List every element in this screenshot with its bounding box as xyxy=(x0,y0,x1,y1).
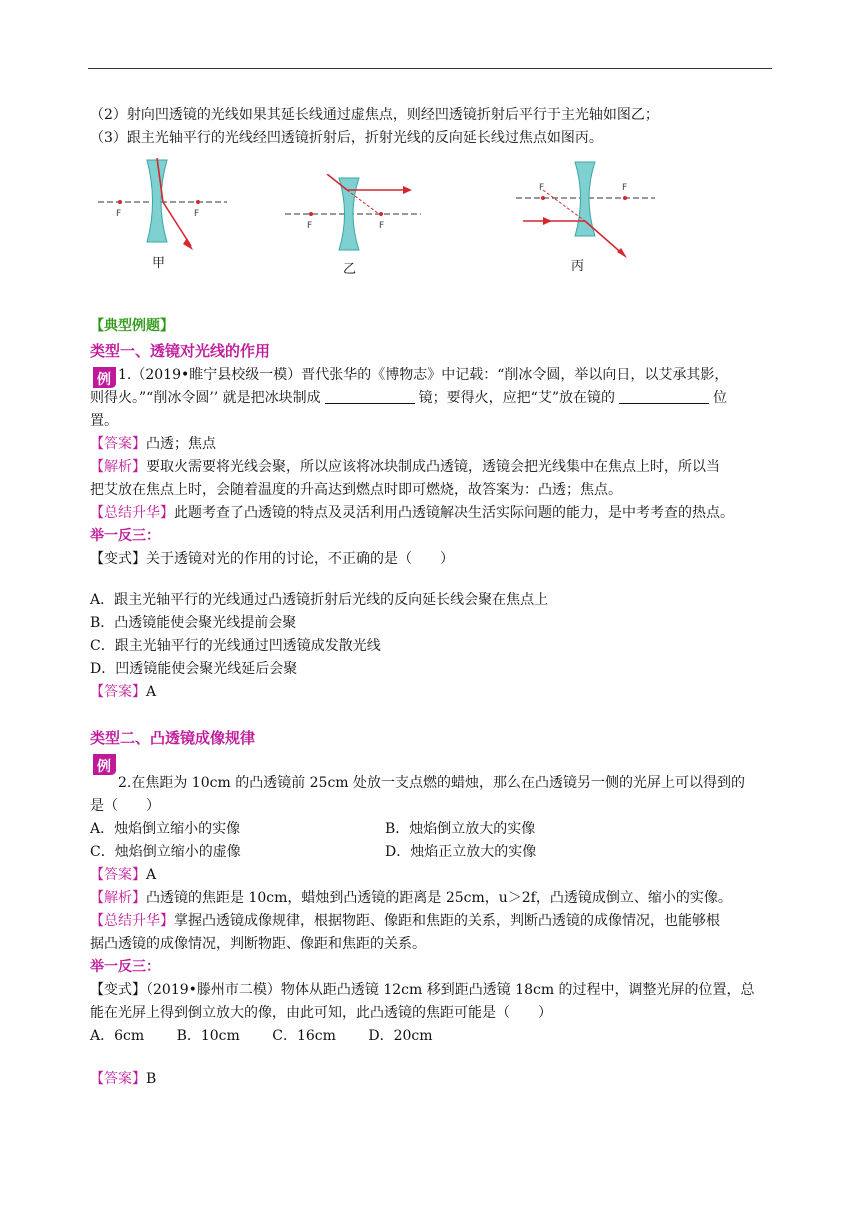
variant-2-options: A．6cm B．10cm C．16cm D．20cm xyxy=(90,1028,433,1044)
variant-label: 【变式】 xyxy=(90,551,146,567)
q1-line-3: 置。 xyxy=(90,413,118,429)
q2-summary-line-1 xyxy=(90,910,720,932)
focus-point-left xyxy=(118,200,122,204)
caption-bing: 丙 xyxy=(571,259,585,274)
q1-analysis-line-1 xyxy=(90,456,720,478)
q2-option-b: B．烛焰倒立放大的实像 xyxy=(385,821,536,837)
focus-point-right xyxy=(196,200,200,204)
figure-yi-concave-lens-diagram xyxy=(285,174,425,262)
q2-analysis xyxy=(90,887,732,909)
q1-answer xyxy=(90,433,216,455)
variant-text-1: （2019•滕州市二模）物体从距凸透镜 12cm 移到距凸透镜 18cm 的过程中，调整光屏的位置，总 xyxy=(146,982,755,998)
summary-label: 【总结升华】 xyxy=(90,913,174,929)
q2-line-1: 2.在焦距为 10cm 的凸透镜前 25cm 处放一支点燃的蜡烛，那么在凸透镜另一侧的光屏上可以得到的 xyxy=(118,775,746,791)
badge-label: 例 xyxy=(97,759,111,775)
variant-2-line-2: 能在光屏上得到倒立放大的像，由此可知，此凸透镜的焦距可能是（ ） xyxy=(90,1005,552,1021)
answer-text: A xyxy=(146,867,157,883)
analysis-text-1: 要取火需要将光线会聚，所以应该将冰块制成凸透镜，透镜会把光线集中在焦点上时，所以当 xyxy=(146,459,720,475)
focus-point-left xyxy=(541,196,545,200)
q2-line-2: 是（ ） xyxy=(90,798,160,814)
answer-label: 【答案】 xyxy=(90,867,146,883)
summary-text-1: 掌握凸透镜成像规律，根据物距、像距和焦距的关系，判断凸透镜的成像情况，也能够根 xyxy=(174,913,720,929)
answer-blank-1[interactable] xyxy=(325,389,415,404)
intro-line-2: （2）射向凹透镜的光线如果其延长线通过虚焦点，则经凹透镜折射后平行于主光轴如图乙； xyxy=(90,107,659,123)
practice-label-2: 举一反三： xyxy=(90,959,160,975)
answer-blank-2[interactable] xyxy=(619,389,709,404)
q1-summary xyxy=(90,502,734,524)
concave-lens xyxy=(575,162,595,236)
intro-line-3: （3）跟主光轴平行的光线经凹透镜折射后，折射光线的反向延长线过焦点如图丙。 xyxy=(90,130,603,146)
q2-summary-line-2: 据凸透镜的成像情况，判断物距、像距和焦距的关系。 xyxy=(90,936,426,952)
focus-label-left: F xyxy=(539,183,545,193)
header-rule xyxy=(88,68,772,69)
focus-point-left xyxy=(309,212,313,216)
focus-label-right: F xyxy=(379,221,385,231)
arrow-head xyxy=(403,186,412,194)
analysis-label: 【解析】 xyxy=(90,459,146,475)
badge-label: 例 xyxy=(97,372,111,388)
answer-label: 【答案】 xyxy=(90,684,146,700)
q1-text-b: 镜；要得火，应把“艾”放在镜的 xyxy=(418,390,615,406)
caption-yi: 乙 xyxy=(343,262,357,277)
figure-bing-concave-lens-diagram xyxy=(513,160,663,260)
variant-1-answer xyxy=(90,681,156,703)
focus-label-right: F xyxy=(622,183,628,193)
q2-answer xyxy=(90,864,156,886)
q2-option-c: C．烛焰倒立缩小的虚像 xyxy=(90,844,241,860)
q1-analysis-line-2: 把艾放在焦点上时，会随着温度的升高达到燃点时即可燃烧，故答案为：凸透；焦点。 xyxy=(90,482,622,498)
section-heading: 【典型例题】 xyxy=(90,318,174,334)
type2-title: 类型二、凸透镜成像规律 xyxy=(90,729,256,747)
variant-text: 关于透镜对光的作用的讨论，不正确的是（ ） xyxy=(146,551,454,567)
type1-title: 类型一、透镜对光线的作用 xyxy=(90,342,271,360)
q2-option-d: D．烛焰正立放大的实像 xyxy=(385,844,537,860)
variant-2-answer xyxy=(90,1068,156,1090)
focus-label-right: F xyxy=(194,209,200,219)
focus-point-right xyxy=(623,196,627,200)
answer-text: 凸透；焦点 xyxy=(146,436,216,452)
answer-label: 【答案】 xyxy=(90,1071,146,1087)
option-d: D．凹透镜能使会聚光线延后会聚 xyxy=(90,661,298,677)
q1-text-a: 则得火。”“削冰令圆’’ 就是把冰块制成 xyxy=(90,390,321,406)
practice-label-1: 举一反三： xyxy=(90,528,160,544)
example-badge-1 xyxy=(90,365,120,389)
summary-text: 此题考查了凸透镜的特点及灵活利用凸透镜解决生活实际问题的能力，是中考考查的热点。 xyxy=(174,505,734,521)
example-badge-2 xyxy=(90,752,120,776)
caption-jia: 甲 xyxy=(152,256,166,271)
concave-lens xyxy=(147,160,167,242)
q2-option-a: A．烛焰倒立缩小的实像 xyxy=(90,821,241,837)
answer-text: A xyxy=(146,684,157,700)
q1-line-1: 1.（2019•睢宁县校级一模）晋代张华的《博物志》中记载：“削冰令圆，举以向日，以艾承其影， xyxy=(118,367,729,383)
analysis-label: 【解析】 xyxy=(90,890,146,906)
option-b: B．凸透镜能使会聚光线提前会聚 xyxy=(90,615,297,631)
q1-text-c: 位 xyxy=(713,390,727,406)
summary-label: 【总结升华】 xyxy=(90,505,174,521)
focus-point-right xyxy=(379,212,383,216)
variant-2-line-1 xyxy=(90,979,755,1001)
answer-text: B xyxy=(146,1071,157,1087)
extension-line xyxy=(543,190,585,221)
analysis-text: 凸透镜的焦距是 10cm，蜡烛到凸透镜的距离是 25cm，u＞2f，凸透镜成倒立、缩小的实像。 xyxy=(146,890,732,906)
focus-label-left: F xyxy=(116,209,122,219)
answer-label: 【答案】 xyxy=(90,436,146,452)
arrow-head-incident xyxy=(543,217,552,225)
focus-label-left: F xyxy=(307,221,313,231)
q1-line-2 xyxy=(90,387,727,409)
variant-label: 【变式】 xyxy=(90,982,146,998)
option-a: A．跟主光轴平行的光线通过凸透镜折射后光线的反向延长线会聚在焦点上 xyxy=(90,592,549,608)
variant-1 xyxy=(90,548,454,570)
option-c: C．跟主光轴平行的光线通过凹透镜成发散光线 xyxy=(90,638,381,654)
